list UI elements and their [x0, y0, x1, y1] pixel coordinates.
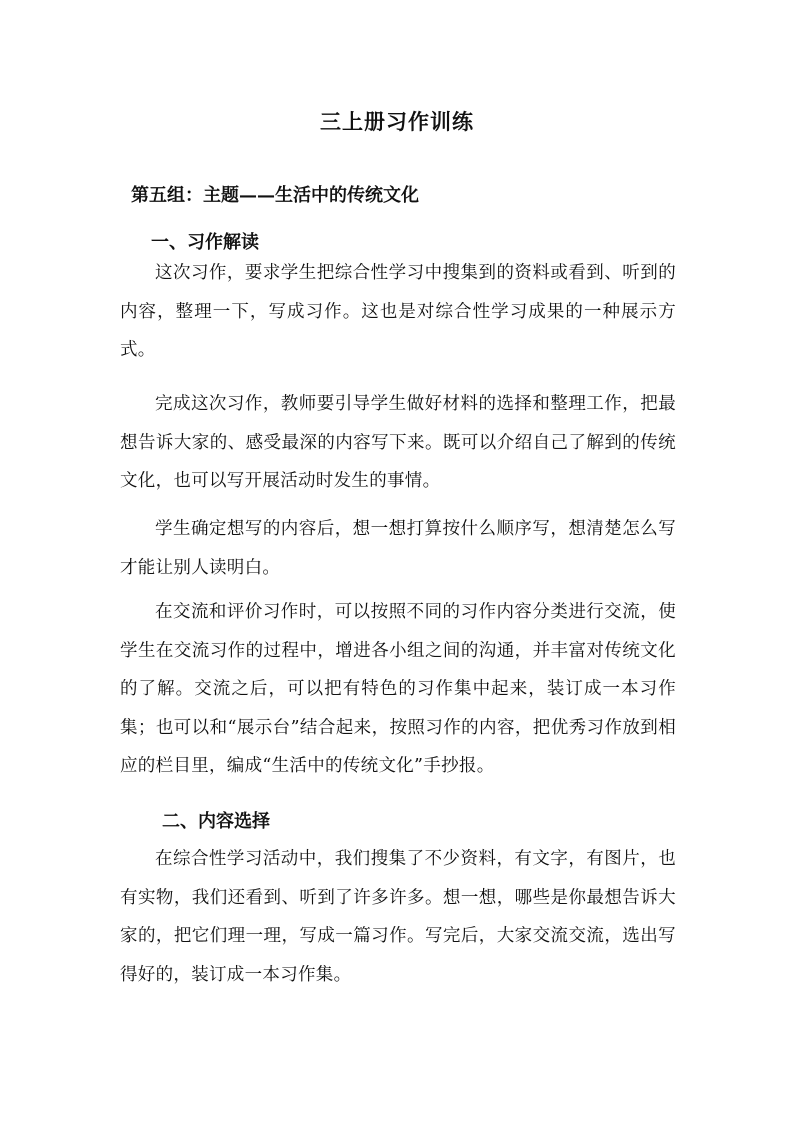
paragraph: 学生确定想写的内容后，想一想打算按什么顺序写，想清楚怎么写才能让别人读明白。 [120, 519, 676, 578]
document-title: 三上册习作训练 [320, 109, 474, 134]
paragraph: 在综合性学习活动中，我们搜集了不少资料，有文字，有图片，也有实物，我们还看到、听到了许多许多。想一想，哪些是你最想告诉大家的，把它们理一理，写成一篇习作。写完后，大家交流交流，选出写得好的，装订成一本习作集。 [120, 849, 676, 985]
paragraph: 完成这次习作，教师要引导学生做好材料的选择和整理工作，把最想告诉大家的、感受最深的内容写下来。既可以介绍自己了解到的传统文化，也可以写开展活动时发生的事情。 [120, 394, 676, 491]
paragraph: 这次习作，要求学生把综合性学习中搜集到的资料或看到、听到的内容，整理一下，写成习作。这也是对综合性学习成果的一种展示方式。 [120, 263, 676, 360]
section-heading-interpretation: 一、习作解读 [151, 232, 259, 253]
paragraph: 在交流和评价习作时，可以按照不同的习作内容分类进行交流，使学生在交流习作的过程中，增进各小组之间的沟通，并丰富对传统文化的了解。交流之后，可以把有特色的习作集中起来，装订成一本习作集；也可以和“展示台”结合起来，按照习作的内容，把优秀习作放到相应的栏目里，编成“生活中的传统文化”手抄报。 [120, 602, 676, 776]
section-heading-content-selection: 二、内容选择 [162, 811, 270, 832]
group-heading: 第五组：主题——生活中的传统文化 [131, 185, 419, 206]
